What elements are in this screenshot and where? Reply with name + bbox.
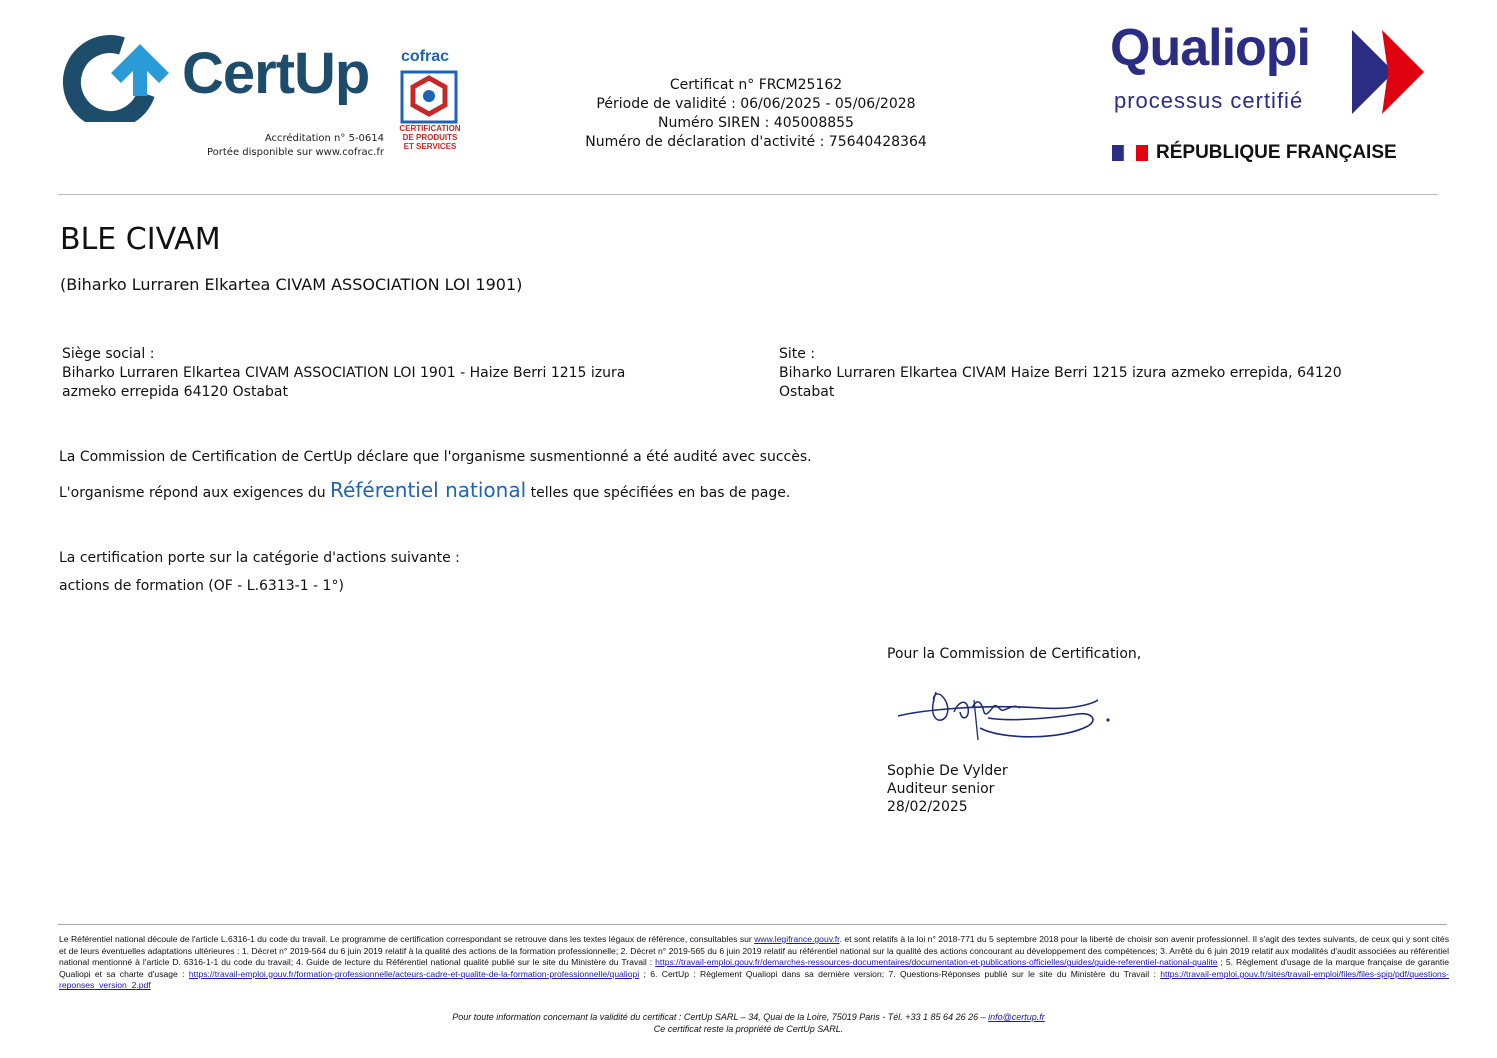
marianne-flag-icon <box>1112 144 1150 162</box>
qualiopi-logo-block <box>1108 19 1438 169</box>
signatory-name: Sophie De Vylder <box>887 763 1008 779</box>
referentiel-national-link[interactable]: Référentiel national <box>330 478 527 502</box>
header-divider <box>58 194 1438 195</box>
validity-period: Période de validité : 06/06/2025 - 05/06/2028 <box>596 96 916 112</box>
signature-intro: Pour la Commission de Certification, <box>887 646 1142 662</box>
republique-francaise: RÉPUBLIQUE FRANÇAISE <box>1156 142 1397 163</box>
accreditation-text: Accréditation n° 5-0614 Portée disponible sur www.cofrac.fr <box>206 133 384 158</box>
legifrance-link[interactable]: www.legifrance.gouv.fr <box>754 934 840 944</box>
organization-name: BLE CIVAM <box>60 222 221 257</box>
referentiel-sentence: L'organisme répond aux exigences du Référentiel national telles que spécifiées en bas de page. <box>59 478 791 502</box>
property-notice: Ce certificat reste la propriété de CertUp SARL. <box>653 1024 844 1034</box>
referentiel-footnote: Le Référentiel national découle de l'article L.6316-1 du code du travail. Le programme de certification correspondant se retrouve dans les textes légaux de référence, consultables sur www.legifrance.gouv.fr. et sont relatifs à la loi n° 2018-771 du 5 septembre 2018 pour la liberté de choisir son avenir professionnel. Il s'agit des textes suivants, de ceux qui y sont cités et de leurs éventuelles adaptations ultérieures : 1. Décret n° 2019-564 du 6 juin 2019 relatif à la qualité des actions de la formation professionnelle; 2. Décret n° 2019-565 du 6 juin 2019 relatif au référentiel national sur la qualité des actions concourant au développement des compétences; 3. Arrêté du 6 juin 2019 relatif aux modalités d'audit associées au référentiel national mentionné à l'article D. 6316-1-1 du code du travail; 4. Guide de lecture du Référentiel national qualité publié sur le site du Ministère du Travail : https://travail-emploi.gouv.fr/demarches-ressources-documentaires/documentation-et-publications-officielles/guides/guide-referentiel-national-qualite ; 5. Règlement d'usage de la marque française de garantie Qualiopi et sa charte d'usage : https://travail-emploi.gouv.fr/formation-professionnelle/acteurs-cadre-et-qualite-de-la-formation-professionnelle/qualiopi ; 6. CertUp : Règlement Qualiopi dans sa dernière version; 7. Questions-Réponses publié sur le site du Ministère du Travail : https://travail-emploi.gouv.fr/sites/travail-emploi/files/files-spip/pdf/questions-reponses_version_2.pdf <box>59 934 1449 991</box>
certificate-number: Certificat n° FRCM25162 <box>669 77 843 93</box>
certificate-info <box>556 76 956 152</box>
signatory-role: Auditeur senior <box>887 781 995 797</box>
siege-label: Siège social : <box>62 346 155 362</box>
organization-full-name: (Biharko Lurraren Elkartea CIVAM ASSOCIATION LOI 1901) <box>60 275 523 294</box>
questions-reponses-link[interactable]: https://travail-emploi.gouv.fr/sites/travail-emploi/files/files-spip/pdf/questions-reponses_version_2.pdf <box>59 968 1449 991</box>
site-label: Site : <box>779 346 816 362</box>
activity-declaration-number: Numéro de déclaration d'activité : 75640428364 <box>585 134 927 150</box>
certup-logo-icon <box>60 32 172 122</box>
signatory-block <box>887 762 1008 816</box>
siege-social-address: Siège social : Biharko Lurraren Elkartea CIVAM ASSOCIATION LOI 1901 - Haize Berri 1215 izura azmeko errepida 64120 Ostabat <box>62 345 722 402</box>
guide-referentiel-link[interactable]: https://travail-emploi.gouv.fr/demarches-ressources-documentaires/documentation-et-publications-officielles/guides/guide-referentiel-national-qualite <box>655 957 1218 968</box>
validity-contact-line: Pour toute information concernant la validité du certificat : CertUp SARL – 34, Quai de la Loire, 75019 Paris - Tél. +33 1 85 64 26 26 – info@certup.fr <box>452 1012 1045 1022</box>
handwritten-signature <box>892 682 1122 746</box>
certup-logo-block <box>60 28 460 168</box>
qualiopi-title: Qualiopi <box>1110 19 1310 77</box>
contact-email-link[interactable]: info@certup.fr <box>988 1012 1045 1022</box>
cofrac-logo-text: cofrac <box>401 48 450 65</box>
siren-number: Numéro SIREN : 405008855 <box>658 115 854 131</box>
signature-date: 28/02/2025 <box>887 799 968 815</box>
footer-divider <box>58 924 1447 925</box>
qualiopi-charte-link[interactable]: https://travail-emploi.gouv.fr/formation-professionnelle/acteurs-cadre-et-qualite-de-la-formation-professionnelle/qualiopi <box>188 968 640 979</box>
category-intro: La certification porte sur la catégorie d'actions suivante : <box>59 550 460 566</box>
certup-brand-name: CertUp <box>182 41 370 106</box>
action-category: actions de formation (OF - L.6313-1 - 1°) <box>59 578 344 594</box>
cofrac-caption: CERTIFICATION DE PRODUITS ET SERVICES <box>399 124 461 151</box>
qualiopi-subtitle: processus certifié <box>1114 88 1304 113</box>
qualiopi-arrows-icon <box>1352 30 1434 114</box>
site-address: Site : Biharko Lurraren Elkartea CIVAM Haize Berri 1215 izura azmeko errepida, 64120 Ostabat <box>779 345 1439 402</box>
cofrac-hexagon-icon <box>400 70 458 124</box>
declaration-text: La Commission de Certification de CertUp déclare que l'organisme susmentionné a été audité avec succès. <box>59 449 812 465</box>
